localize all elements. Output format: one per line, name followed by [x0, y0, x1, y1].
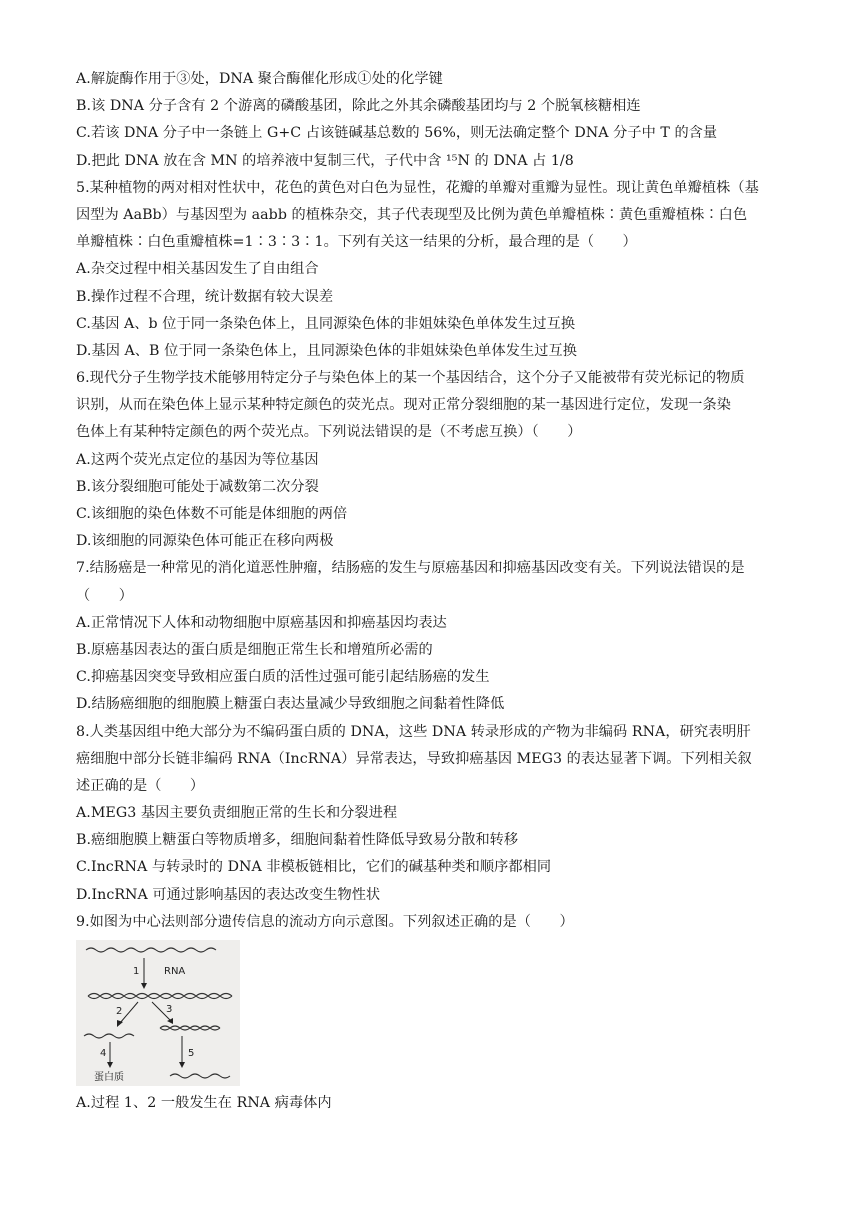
text-line: 5.某种植物的两对相对性状中，花色的黄色对白色为显性，花瓣的单瓣对重瓣为显性。现让黄色单瓣植株（基 [76, 179, 759, 196]
dna-strand-right-b [160, 1026, 220, 1030]
central-dogma-figure [76, 940, 240, 1086]
text-line: B.操作过程不合理，统计数据有较大误差 [76, 288, 334, 305]
arrow-1-label: 1 [133, 966, 140, 977]
text-line: 述正确的是（ ） [76, 777, 205, 794]
text-line: （ ） [76, 587, 133, 604]
arrowhead-4 [107, 1062, 113, 1068]
text-line: 识别，从而在染色体上显示某种特定颜色的荧光点。现对正常分裂细胞的某一基因进行定位，发现一条染 [76, 397, 731, 414]
arrowhead-3 [167, 1018, 173, 1024]
text-line: C.基因 A、b 位于同一条染色体上，且同源染色体的非姐妹染色单体发生过互换 [76, 315, 576, 332]
rna-strand-top [86, 948, 216, 952]
arrow-4-label: 4 [100, 1048, 107, 1059]
text-line: D.该细胞的同源染色体可能正在移向两极 [76, 533, 334, 550]
text-line: D.结肠癌细胞的细胞膜上糖蛋白表达量减少导致细胞之间黏着性降低 [76, 696, 505, 713]
text-line: D.把此 DNA 放在含 MN 的培养液中复制三代，子代中含 ¹⁵N 的 DNA 占 1/8 [76, 152, 574, 169]
text-line: A.过程 1、2 一般发生在 RNA 病毒体内 [76, 1095, 332, 1111]
text-line: A.正常情况下人体和动物细胞中原癌基因和抑癌基因均表达 [76, 614, 447, 631]
text-line: 单瓣植株∶白色重瓣植株=1∶3∶3∶1。下列有关这一结果的分析，最合理的是（ ） [76, 234, 637, 251]
rna-label: RNA [164, 966, 186, 977]
arrow-2-label: 2 [116, 1006, 123, 1017]
arrowhead-1 [141, 983, 147, 989]
rna-strand-bottom [170, 1074, 230, 1078]
text-line: 8.人类基因组中绝大部分为不编码蛋白质的 DNA，这些 DNA 转录形成的产物为非编码 RNA，研究表明肝 [76, 723, 751, 740]
arrow-3-label: 3 [166, 1004, 173, 1015]
arrow-5-label: 5 [188, 1048, 195, 1059]
question-page [76, 66, 796, 1117]
text-line: 7.结肠癌是一种常见的消化道恶性肿瘤，结肠癌的发生与原癌基因和抑癌基因改变有关。下列说法错误的是 [76, 560, 745, 577]
text-line: C.该细胞的染色体数不可能是体细胞的两倍 [76, 506, 348, 522]
text-line: B.原癌基因表达的蛋白质是细胞正常生长和增殖所必需的 [76, 641, 433, 658]
text-line: D.基因 A、B 位于同一条染色体上，且同源染色体的非姐妹染色单体发生过互换 [76, 342, 577, 359]
text-line: 6.现代分子生物学技术能够用特定分子与染色体上的某一个基因结合，这个分子又能被带有荧光标记的物质 [76, 370, 745, 387]
answer-option-text [76, 1090, 796, 1117]
text-line: C.若该 DNA 分子中一条链上 G+C 占该链碱基总数的 56%，则无法确定整个 DNA 分子中 T 的含量 [76, 125, 718, 142]
protein-label: 蛋白质 [94, 1072, 124, 1083]
central-dogma-diagram [76, 940, 240, 1086]
text-line: B.癌细胞膜上糖蛋白等物质增多，细胞间黏着性降低导致易分散和转移 [76, 832, 519, 849]
text-line: C.IncRNA 与转录时的 DNA 非模板链相比，它们的碱基种类和顺序都相同 [76, 859, 552, 876]
text-line: A.解旋酶作用于③处，DNA 聚合酶催化形成①处的化学键 [76, 71, 443, 87]
text-line: B.该分裂细胞可能处于减数第二次分裂 [76, 478, 319, 495]
text-line: B.该 DNA 分子含有 2 个游离的磷酸基团，除此之外其余磷酸基团均与 2 个脱氧核糖相连 [76, 98, 641, 115]
text-line: 癌细胞中部分长链非编码 RNA（IncRNA）异常表达，导致抑癌基因 MEG3 的表达显著下调。下列相关叙 [76, 750, 752, 767]
text-line: 色体上有某种特定颜色的两个荧光点。下列说法错误的是（不考虑互换）（ ） [76, 424, 582, 441]
arrowhead-5 [179, 1062, 185, 1068]
text-line: A.这两个荧光点定位的基因为等位基因 [76, 451, 319, 468]
text-line: A.杂交过程中相关基因发生了自由组合 [76, 261, 319, 278]
text-line: 9.如图为中心法则部分遗传信息的流动方向示意图。下列叙述正确的是（ ） [76, 913, 574, 930]
text-line: 因型为 AaBb）与基因型为 aabb 的植株杂交，其子代表现型及比例为黄色单瓣植株∶黄色重瓣植株∶白色 [76, 206, 748, 223]
text-line: A.MEG3 基因主要负责细胞正常的生长和分裂进程 [76, 805, 398, 822]
text-line: C.抑癌基因突变导致相应蛋白质的活性过强可能引起结肠癌的发生 [76, 669, 490, 686]
text-line: D.IncRNA 可通过影响基因的表达改变生物性状 [76, 886, 381, 903]
question-text [76, 66, 796, 936]
arrow-2 [120, 1002, 138, 1023]
rna-strand-left [84, 1034, 134, 1038]
